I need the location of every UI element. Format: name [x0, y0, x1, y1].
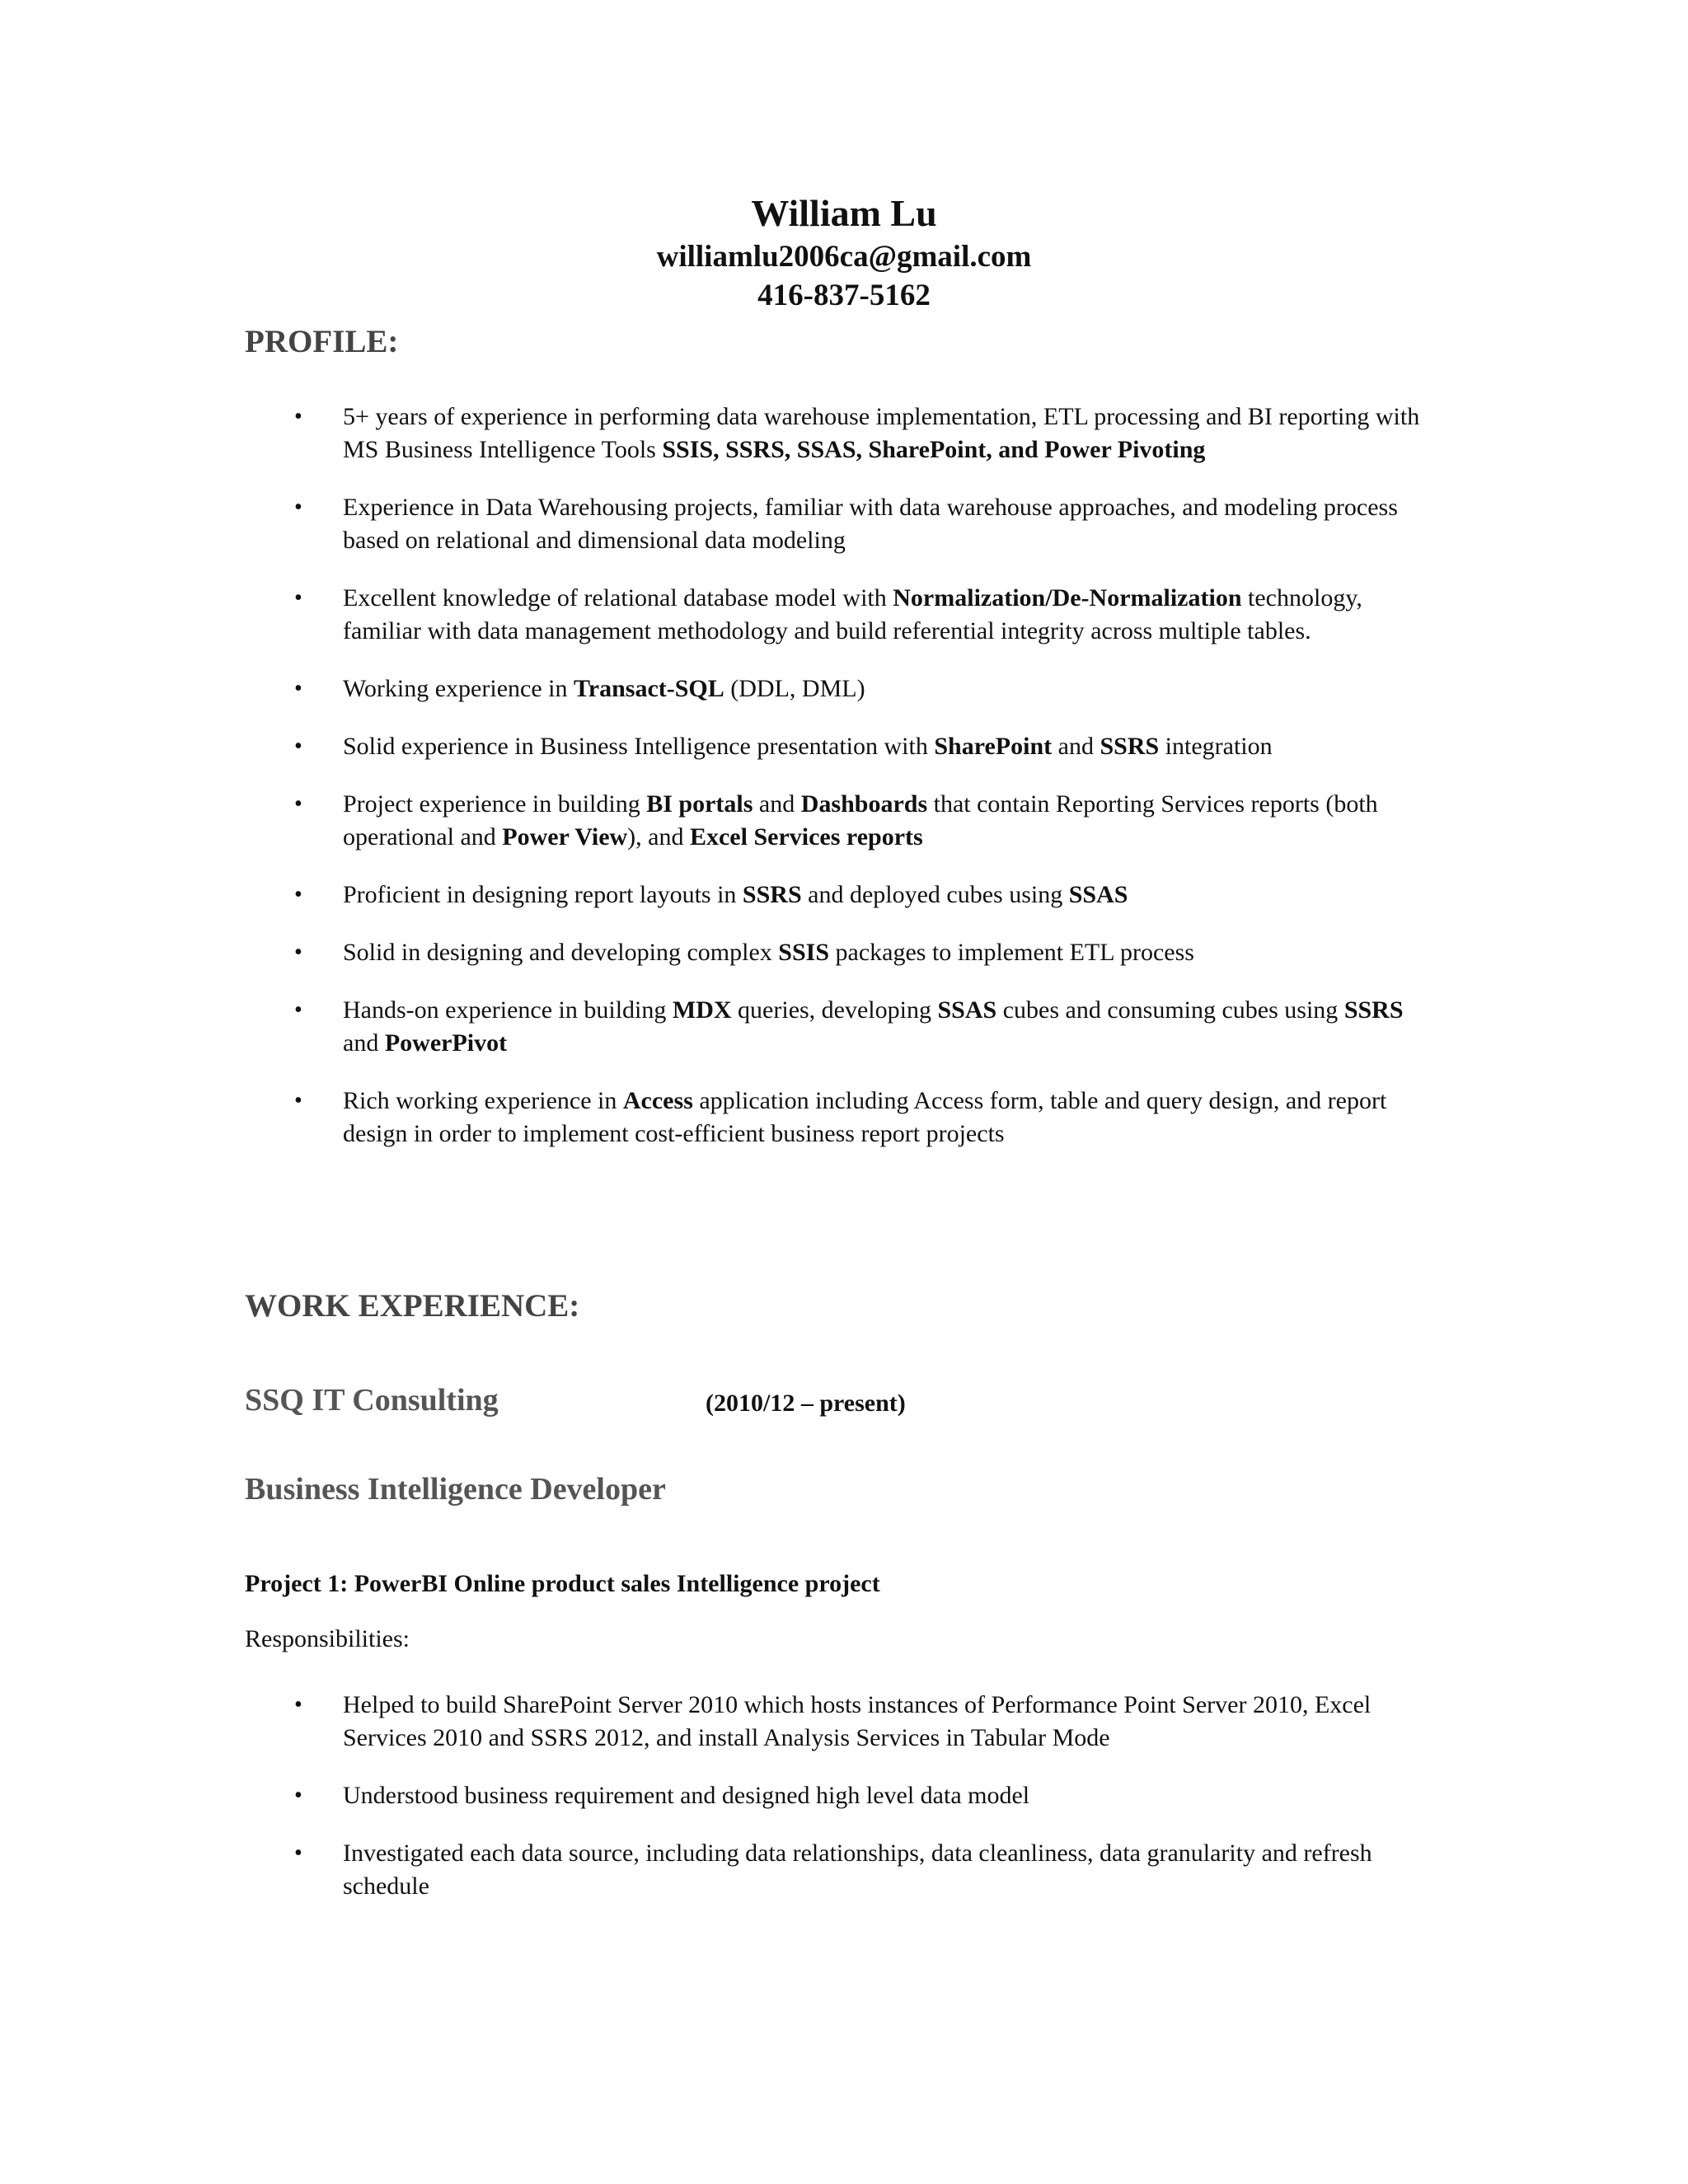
- work-experience-heading: WORK EXPERIENCE:: [245, 1288, 580, 1324]
- bold-text: SharePoint: [934, 733, 1053, 760]
- item-text: technology, familiar with data management methodology and build referential integrity across multiple tables.: [343, 584, 1362, 644]
- bullet-icon: •: [294, 882, 302, 907]
- project-title: Project 1: PowerBI Online product sales Intelligence project: [245, 1570, 880, 1597]
- bullet-icon: •: [294, 1783, 302, 1808]
- bullet-icon: •: [294, 676, 302, 701]
- item-text: Experience in Data Warehousing projects, familiar with data warehouse approaches, and modeling process based on relational and dimensional data modeling: [343, 494, 1398, 554]
- item-text: ), and: [627, 823, 690, 851]
- profile-heading: PROFILE:: [245, 324, 399, 359]
- bullet-icon: •: [294, 1088, 302, 1113]
- bold-text: Access: [622, 1087, 693, 1114]
- item-text: Helped to build SharePoint Server 2010 which hosts instances of Performance Point Server 2010, Excel Services 2010 and SSRS 2012, and install Analysis Services in Tabular Mode: [343, 1691, 1372, 1751]
- item-text: application including Access form, table and query design, and report design in order to implement cost-efficient business report projects: [343, 1087, 1387, 1147]
- profile-item: [245, 491, 1432, 557]
- job-title: Business Intelligence Developer: [245, 1472, 666, 1507]
- item-text: integration: [1159, 733, 1273, 760]
- bullet-icon: •: [294, 997, 302, 1023]
- bold-text: Power View: [502, 823, 628, 851]
- bullet-icon: •: [294, 1692, 302, 1718]
- item-text: and: [753, 790, 801, 818]
- employment-dates: (2010/12 – present): [706, 1390, 906, 1417]
- item-text: Understood business requirement and designed high level data model: [343, 1782, 1030, 1809]
- bullet-icon: •: [294, 494, 302, 520]
- company-name: SSQ IT Consulting: [245, 1383, 499, 1418]
- profile-item: [245, 582, 1432, 648]
- bullet-icon: •: [294, 733, 302, 759]
- item-text: Rich working experience in: [343, 1087, 623, 1114]
- profile-item: [245, 401, 1432, 466]
- item-text: Excellent knowledge of relational database model with: [343, 584, 893, 612]
- responsibilities-list: [245, 1689, 1432, 1928]
- bold-text: SSAS: [937, 996, 997, 1024]
- profile-item: [245, 936, 1432, 969]
- item-text: Proficient in designing report layouts in: [343, 881, 743, 908]
- responsibility-item: [245, 1779, 1432, 1812]
- item-text: cubes and consuming cubes using: [996, 996, 1344, 1024]
- bullet-icon: •: [294, 940, 302, 965]
- item-text: that contain Reporting Services reports (both operational and: [343, 790, 1378, 851]
- responsibility-item: [245, 1837, 1432, 1903]
- profile-item: [245, 994, 1432, 1060]
- bold-text: SSRS: [1343, 996, 1404, 1024]
- bold-text: SSIS: [778, 939, 830, 966]
- bold-text: Transact-SQL: [573, 675, 724, 702]
- responsibility-item: [245, 1689, 1432, 1755]
- profile-item: [245, 730, 1432, 763]
- bold-text: SSRS: [742, 881, 802, 908]
- bold-text: SSIS, SSRS, SSAS, SharePoint, and Power Pivoting: [662, 436, 1206, 463]
- item-text: Hands-on experience in building: [343, 996, 673, 1024]
- profile-item: [245, 879, 1432, 912]
- item-text: and: [1052, 733, 1100, 760]
- bullet-icon: •: [294, 1840, 302, 1866]
- bold-text: PowerPivot: [384, 1029, 508, 1057]
- bold-text: Dashboards: [800, 790, 928, 818]
- item-text: Project experience in building: [343, 790, 647, 818]
- item-text: packages to implement ETL process: [829, 939, 1194, 966]
- item-text: Solid experience in Business Intelligence presentation with: [343, 733, 935, 760]
- item-text: Working experience in: [343, 675, 574, 702]
- bullet-icon: •: [294, 791, 302, 817]
- bold-text: Normalization/De-Normalization: [893, 584, 1242, 612]
- candidate-email: williamlu2006ca@gmail.com: [656, 240, 1032, 274]
- profile-item: [245, 673, 1432, 705]
- bullet-icon: •: [294, 404, 302, 429]
- item-text: 5+ years of experience in performing data warehouse implementation, ETL processing and BI reporting with MS Business Intelligence Tools: [343, 403, 1420, 463]
- bold-text: SSAS: [1068, 881, 1128, 908]
- bold-text: MDX: [672, 996, 732, 1024]
- item-text: Solid in designing and developing complex: [343, 939, 779, 966]
- profile-item: [245, 1085, 1432, 1151]
- bullet-icon: •: [294, 585, 302, 611]
- bold-text: Excel Services reports: [689, 823, 923, 851]
- bold-text: BI portals: [646, 790, 753, 818]
- item-text: queries, developing: [731, 996, 938, 1024]
- item-text: and deployed cubes using: [801, 881, 1069, 908]
- bold-text: SSRS: [1100, 733, 1160, 760]
- candidate-phone: 416-837-5162: [757, 279, 931, 312]
- responsibilities-label: Responsibilities:: [245, 1625, 410, 1652]
- profile-item: [245, 788, 1432, 854]
- candidate-name: William Lu: [751, 192, 937, 234]
- item-text: Investigated each data source, including data relationships, data cleanliness, data granularity and refresh schedule: [343, 1840, 1372, 1900]
- item-text: (DDL, DML): [724, 675, 865, 702]
- item-text: and: [343, 1029, 385, 1057]
- profile-list: [245, 401, 1432, 1175]
